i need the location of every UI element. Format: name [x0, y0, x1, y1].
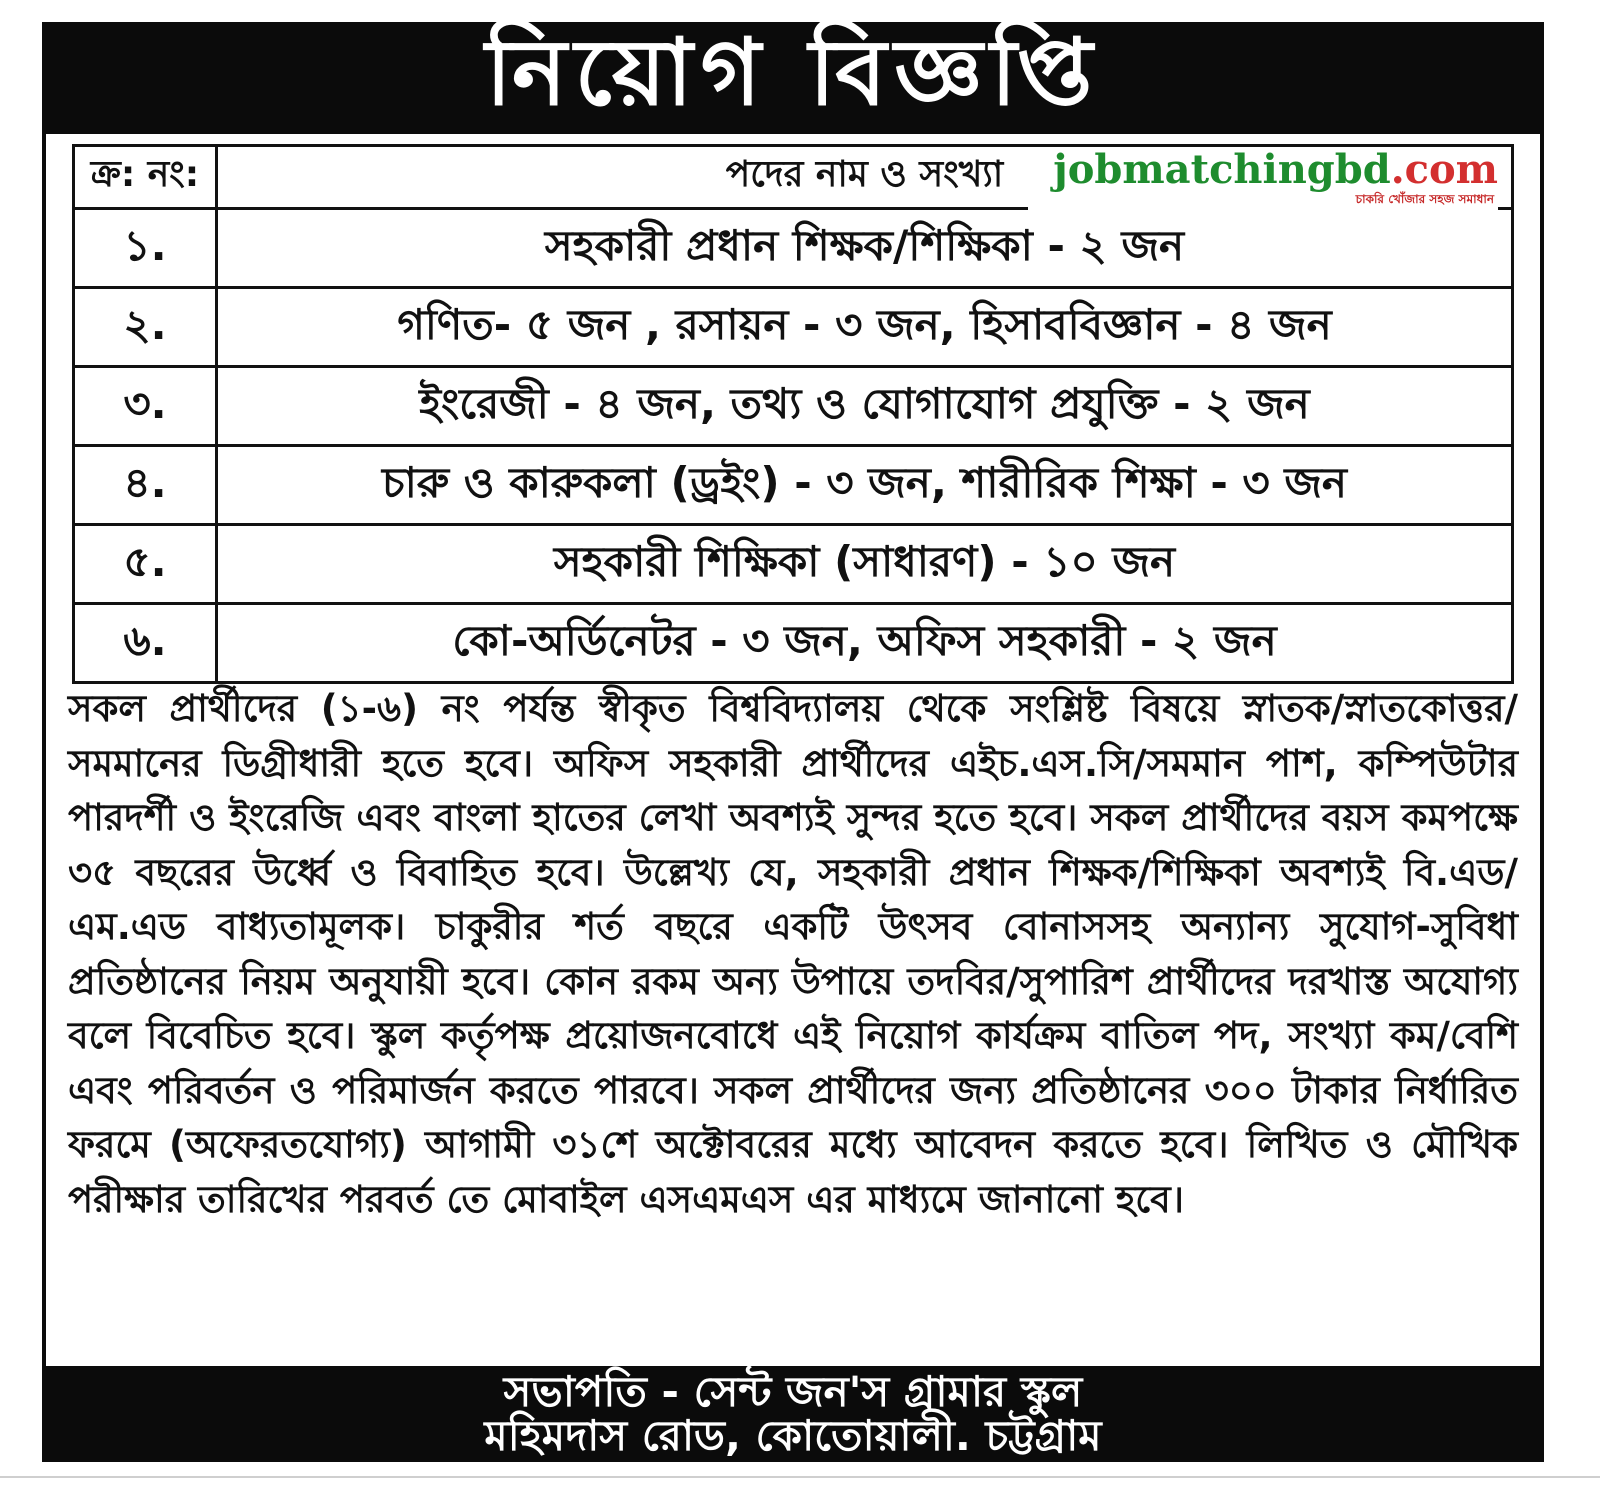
table-row	[74, 367, 1513, 446]
notice-footer	[42, 1366, 1544, 1462]
notice-body: সকল প্রার্থীদের (১-৬) নং পর্যন্ত স্বীকৃত বিশ্ববিদ্যালয় থেকে সংশ্লিষ্ট বিষয়ে স্নাতক/স্নাতকোত্তর/সমমানের ডিগ্রীধারী হতে হবে। অফিস সহকারী প্রার্থীদের এইচ.এস.সি/সমমান পাশ, কম্পিউটার পারদর্শী ও ইংরেজি এবং বাংলা হাতের লেখা অবশ্যই সুন্দর হতে হবে। সকল প্রার্থীদের বয়স কমপক্ষে ৩৫ বছরের উর্ধ্বে ও বিবাহিত হবে। উল্লেখ্য যে, সহকারী প্রধান শিক্ষক/শিক্ষিকা অবশ্যই বি.এড/এম.এড বাধ্যতামূলক। চাকুরীর শর্ত বছরে একটি উৎসব বোনাসসহ অন্যান্য সুযোগ-সুবিধা প্রতিষ্ঠানের নিয়ম অনুযায়ী হবে। কোন রকম অন্য উপায়ে তদবির/সুপারিশ প্রার্থীদের দরখাস্ত অযোগ্য বলে বিবেচিত হবে। স্কুল কর্তৃপক্ষ প্রয়োজনবোধে এই নিয়োগ কার্যক্রম বাতিল পদ, সংখ্যা কম/বেশি এবং পরিবর্তন ও পরিমার্জন করতে পারবে। সকল প্রার্থীদের জন্য প্রতিষ্ঠানের ৩০০ টাকার নির্ধারিত ফরমে (অফেরতযোগ্য) আগামী ৩১শে অক্টোবরের মধ্যে আবেদন করতে হবে। লিখিত ও মৌখিক পরীক্ষার তারিখের পরবর্ত তে মোবাইল এসএমএস এর মাধ্যমে জানানো হবে।	[68, 687, 1518, 1221]
table-row	[74, 446, 1513, 525]
row-serial: ২.	[74, 288, 217, 367]
row-serial: ৩.	[74, 367, 217, 446]
notice-content	[46, 134, 1540, 1366]
table-row	[74, 525, 1513, 604]
row-serial: ৪.	[74, 446, 217, 525]
row-serial: ১.	[74, 209, 217, 288]
job-notice	[42, 19, 1544, 1462]
watermark-tld: .com	[1390, 146, 1498, 193]
serial-header: ক্র: নং:	[74, 146, 217, 209]
post-header: পদের নাম ও সংখ্যা	[217, 146, 1513, 209]
row-post: চারু ও কারুকলা (ড্রইং) - ৩ জন, শারীরিক শিক্ষা - ৩ জন	[217, 446, 1513, 525]
row-serial: ৫.	[74, 525, 217, 604]
table-row	[74, 288, 1513, 367]
row-post: কো-অর্ডিনেটর - ৩ জন, অফিস সহকারী - ২ জন	[217, 604, 1513, 683]
table-row	[74, 209, 1513, 288]
row-post: গণিত- ৫ জন , রসায়ন - ৩ জন, হিসাববিজ্ঞান - ৪ জন	[217, 288, 1513, 367]
notice-title: নিয়োগ বিজ্ঞপ্তি	[485, 19, 1101, 126]
watermark-brand	[1028, 148, 1498, 192]
posts-table	[72, 144, 1514, 684]
table-row	[74, 604, 1513, 683]
footer-line-1: সভাপতি - সেন্ট জন'স গ্রামার স্কুল	[503, 1367, 1083, 1416]
row-post: সহকারী প্রধান শিক্ষক/শিক্ষিকা - ২ জন	[217, 209, 1513, 288]
page-divider	[0, 1476, 1600, 1478]
watermark-tagline: চাকরি খোঁজার সহজ সমাধান	[1355, 192, 1494, 206]
footer-line-2: মহিমদাস রোড, কোতোয়ালী. চট্টগ্রাম	[484, 1411, 1102, 1460]
row-serial: ৬.	[74, 604, 217, 683]
watermark-logo	[1028, 148, 1498, 210]
watermark-brand-name: jobmatchingbd	[1053, 146, 1391, 193]
row-post: ইংরেজী - ৪ জন, তথ্য ও যোগাযোগ প্রযুক্তি - ২ জন	[217, 367, 1513, 446]
row-post: সহকারী শিক্ষিকা (সাধারণ) - ১০ জন	[217, 525, 1513, 604]
